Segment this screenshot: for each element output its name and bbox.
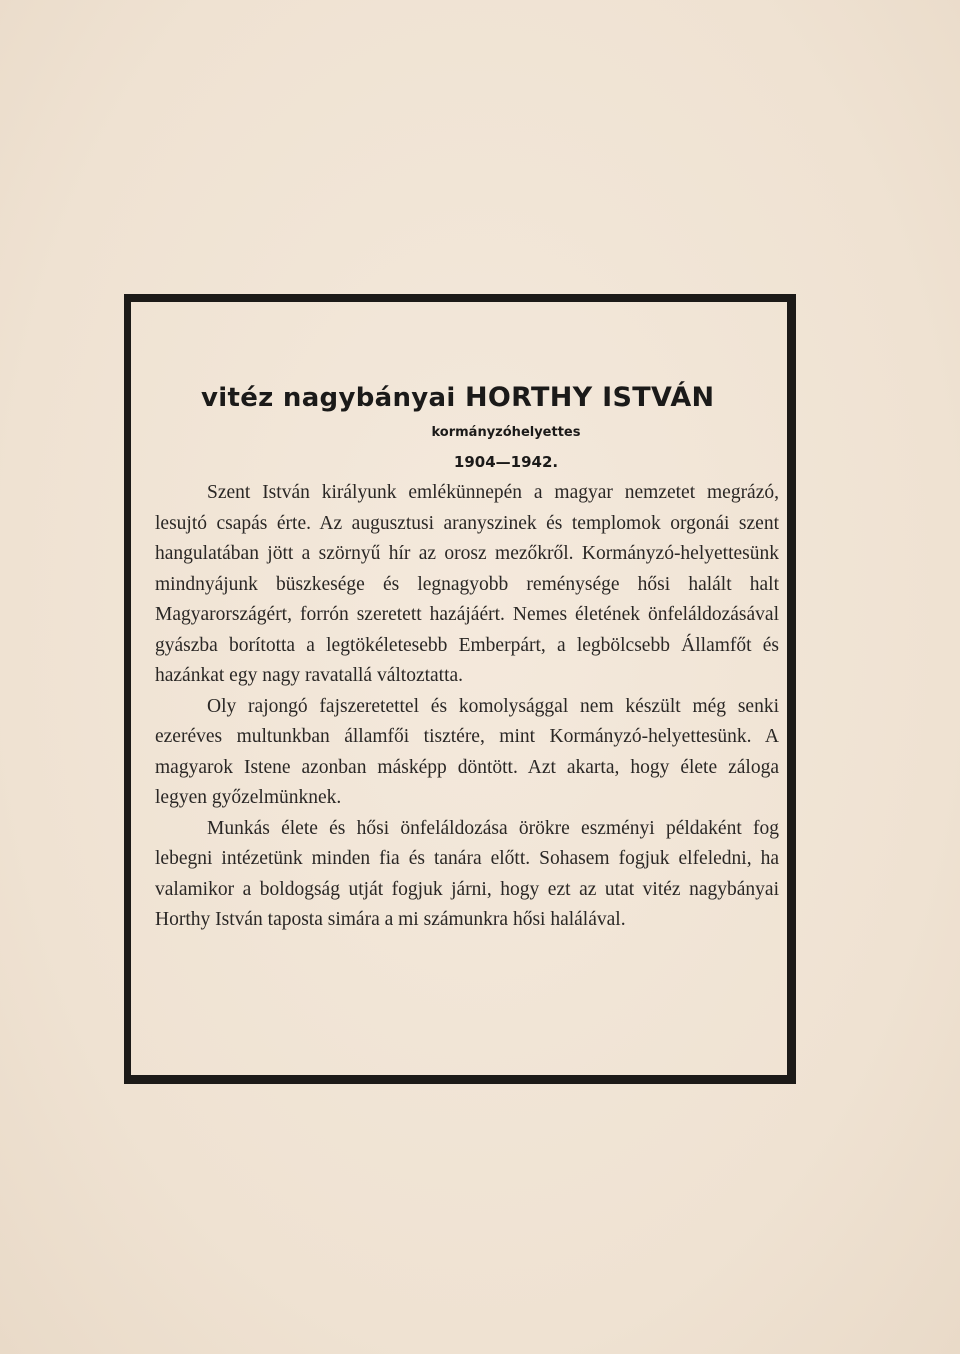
notice-role: kormányzóhelyettes: [431, 425, 581, 440]
name-prefix: vitéz nagybányai: [201, 383, 456, 413]
paragraph-1: Szent István királyunk emlékünnepén a magyar nemzetet megrázó, lesujtó csapás érte. Az augusztusi aranyszinek és templomok orgonái szent hangulatában jött a szörnyű hír az orosz mezőkről. Kormányzó-helyettesünk mindnyájunk büszkesége és legnagyobb reménysége hősi halált halt Magyarországért, forrón szeretett hazájáért. Nemes életének önfeláldozásával gyászba borította a legtökéletesebb Emberpárt, a legbölcsebb Államfőt és hazánkat egy nagy ravatallá változtatta.: [155, 482, 779, 686]
notice-years: 1904—1942.: [453, 453, 559, 471]
notice-name-heading: [155, 382, 779, 414]
paragraph-3: Munkás élete és hősi önfeláldozása örökre eszményi példaként fog lebegni intézetünk minden fia és tanára előtt. Sohasem fogjuk elfeledni, ha valamikor a boldogság utját fogjuk járni, hogy ezt az utat vitéz nagybányai Horthy István taposta simára a mi számunkra hősi halálával.: [155, 817, 779, 930]
mourning-border-frame: [124, 294, 796, 1084]
notice-content: [155, 382, 779, 936]
paragraph-2: Oly rajongó fajszeretettel és komolysággal nem készült még senki ezeréves multunkban államfői tisztére, mint Kormányzó-helyettesünk. A magyarok Istene azonban másképp döntött. Azt akarta, hogy élete záloga legyen győzelmünknek.: [155, 695, 779, 808]
name-main: HORTHY ISTVÁN: [464, 382, 715, 413]
frame-inner: [131, 302, 787, 1075]
